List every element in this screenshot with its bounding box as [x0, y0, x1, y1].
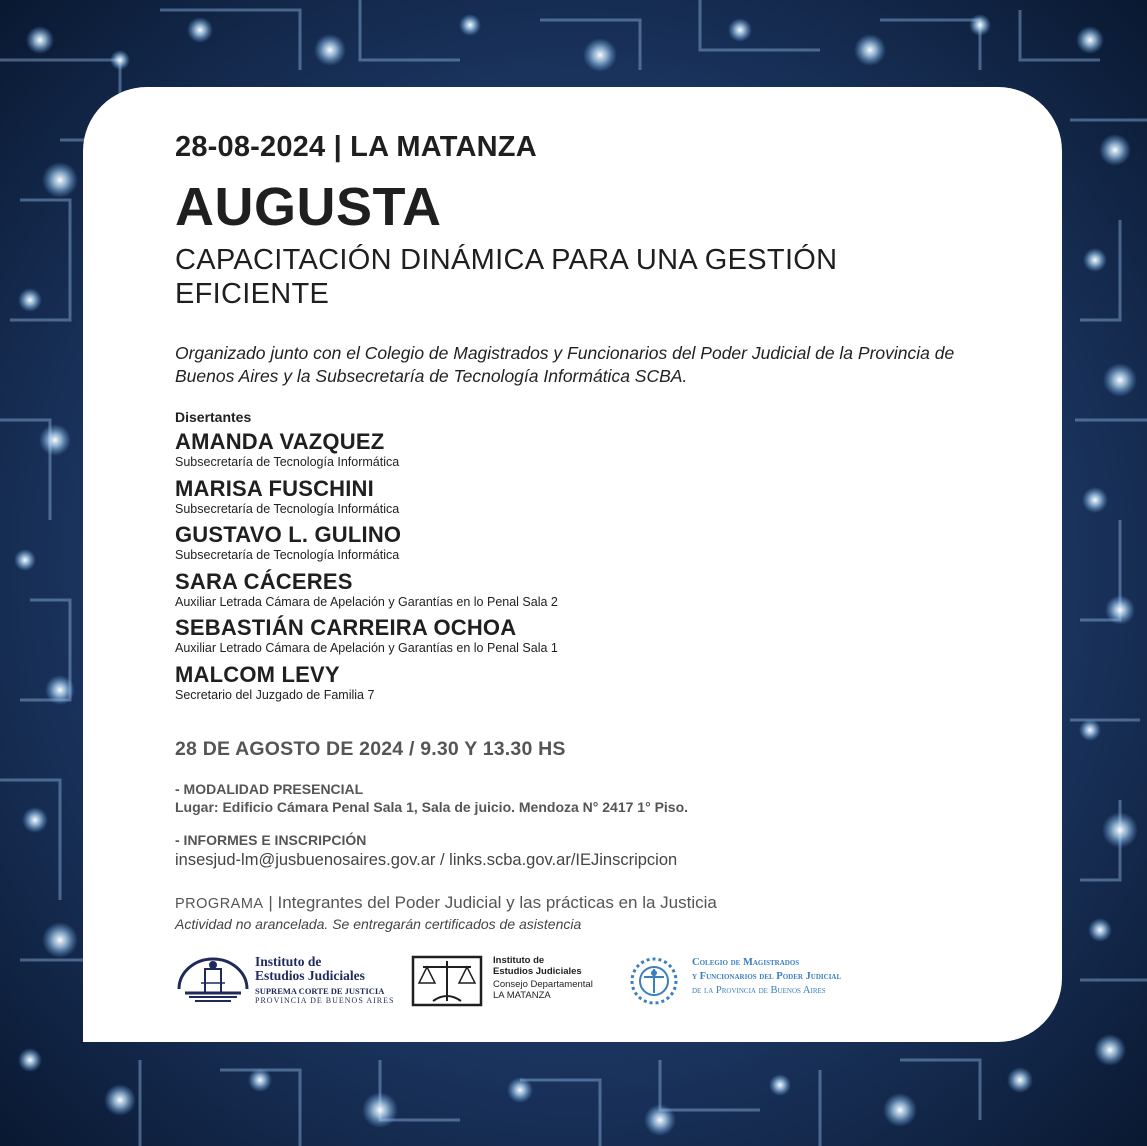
event-date-location: 28-08-2024 | LA MATANZA [175, 131, 537, 163]
speaker-item [175, 428, 558, 475]
speaker-role: Subsecretaría de Tecnología Informática [175, 455, 400, 469]
program-text: Integrantes del Poder Judicial y las prácticas en la Justicia [277, 893, 717, 912]
iej-lm-line4: LA MATANZA [493, 990, 551, 1001]
speaker-name: GUSTAVO L. GULINO [175, 522, 402, 547]
scales-book-icon [409, 953, 485, 1009]
organized-by-text: Organizado junto con el Colegio de Magistrados y Funcionarios del Poder Judicial de la Provincia de Buenos Aires y la Subsecretaría de Tecnología Informática SCBA. [175, 343, 955, 386]
speaker-role: Subsecretaría de Tecnología Informática [175, 501, 400, 516]
speaker-name: SARA CÁCERES [175, 568, 353, 594]
modality-place: Lugar: Edificio Cámara Penal Sala 1, Sala de juicio. Mendoza N° 2417 1° Piso. [175, 799, 689, 815]
info-card [83, 87, 1062, 1042]
program-line [175, 893, 717, 913]
speaker-item [175, 568, 558, 615]
colegio-magistrados-logo [626, 953, 886, 1009]
speaker-name: SEBASTIÁN CARREIRA OCHOA [175, 615, 517, 640]
iej-line2: Estudios Judiciales [255, 968, 365, 983]
speaker-role: Auxiliar Letrado Cámara de Apelación y Garantías en lo Penal Sala 1 [175, 641, 558, 655]
info-contact[interactable]: insesjud-lm@jusbuenosaires.gov.ar / links.scba.gov.ar/IEJinscripcion [175, 851, 678, 869]
iej-lm-line1: Instituto de [493, 955, 545, 966]
courthouse-icon [175, 953, 251, 1009]
speaker-item [175, 521, 558, 568]
speaker-role: Secretario del Juzgado de Familia 7 [175, 687, 375, 702]
event-subtitle: CAPACITACIÓN DINÁMICA PARA UNA GESTIÓN EFICIENTE [175, 244, 838, 310]
speaker-item [175, 475, 558, 522]
speaker-item [175, 614, 558, 661]
speaker-item [175, 661, 558, 708]
modality-heading: - MODALIDAD PRESENCIAL [175, 781, 364, 797]
iej-line1: Instituto de [255, 954, 322, 969]
colegio-seal-icon [626, 953, 682, 1009]
speakers-list [175, 428, 558, 707]
iej-la-matanza-logo [409, 953, 609, 1009]
iej-scj-logo [175, 953, 395, 1009]
speakers-heading: Disertantes [175, 409, 252, 425]
iej-lm-line2: Estudios Judiciales [493, 966, 582, 977]
speaker-name: AMANDA VAZQUEZ [175, 429, 385, 454]
event-title: AUGUSTA [175, 177, 442, 237]
event-when: 28 DE AGOSTO DE 2024 / 9.30 Y 13.30 HS [175, 738, 566, 760]
colegio-line2: y Funcionarios del Poder Judicial [692, 971, 842, 982]
speaker-role: Subsecretaría de Tecnología Informática [175, 548, 400, 562]
colegio-line1: Colegio de Magistrados [692, 957, 800, 968]
speaker-role: Auxiliar Letrada Cámara de Apelación y Garantías en lo Penal Sala 2 [175, 594, 558, 609]
program-label: PROGRAMA [175, 896, 264, 912]
iej-line4: PROVINCIA DE BUENOS AIRES [255, 996, 395, 1005]
info-heading: - INFORMES E INSCRIPCIÓN [175, 832, 367, 848]
speaker-name: MARISA FUSCHINI [175, 475, 374, 501]
speaker-name: MALCOM LEVY [175, 661, 340, 687]
iej-line3: SUPREMA CORTE DE JUSTICIA [255, 986, 385, 996]
colegio-line3: de la Provincia de Buenos Aires [692, 985, 826, 996]
iej-lm-line3: Consejo Departamental [493, 979, 593, 990]
program-separator: | [263, 893, 278, 912]
activity-note: Actividad no arancelada. Se entregarán certificados de asistencia [175, 916, 582, 932]
